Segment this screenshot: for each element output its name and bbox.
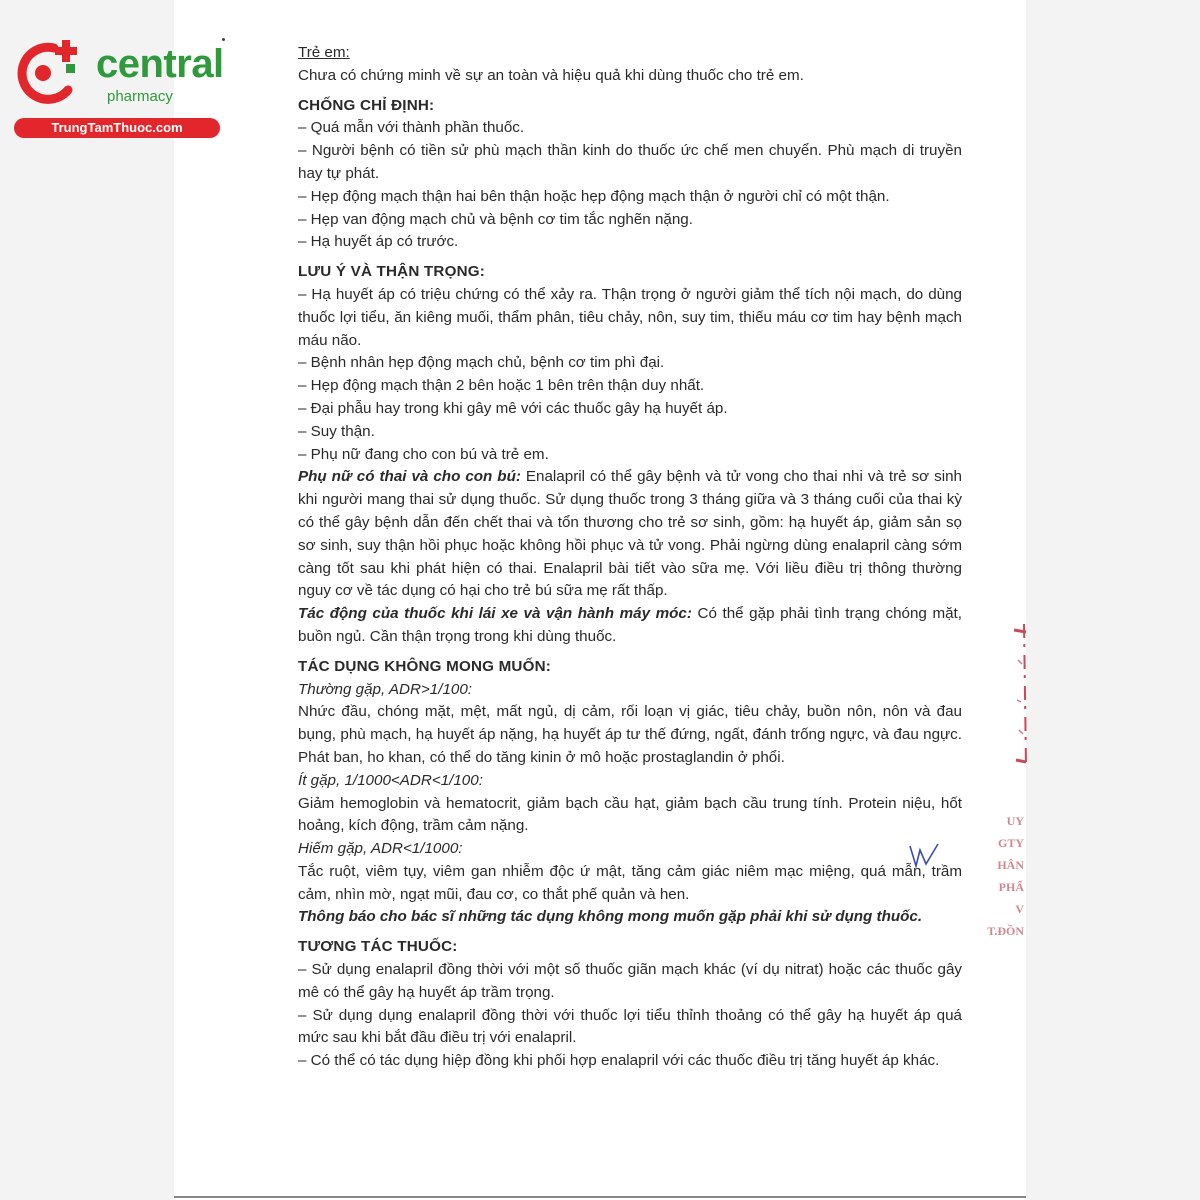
interaction-item: – Sử dụng enalapril đồng thời với một số thuốc giãn mạch khác (ví dụ nitrat) hoặc các thuốc gây mê có thể gây hạ huyết áp trầm trọng. [298, 961, 962, 1001]
contraindication-item: – Quá mẫn với thành phần thuốc. [298, 119, 525, 137]
red-stamp-edge [1004, 620, 1028, 770]
common-label: Thường gặp, ADR>1/100: [298, 680, 473, 698]
document-content [298, 42, 962, 1073]
contraindication-item: – Hạ huyết áp có trước. [298, 233, 459, 251]
stamp-line: GTY [997, 836, 1024, 850]
contraindication-item: – Người bệnh có tiền sử phù mạch thần kinh do thuốc ức chế men chuyển. Phù mạch di truyền hay tự phát. [298, 142, 962, 182]
logo-name: central [96, 42, 224, 86]
interaction-item: – Có thể có tác dụng hiệp đồng khi phối hợp enalapril với các thuốc điều trị tăng huyết áp khác. [298, 1052, 940, 1070]
pregnancy-paragraph [298, 466, 962, 603]
common-text: Nhức đầu, chóng mặt, mệt, mất ngủ, dị cảm, rối loạn vị giác, tiêu chảy, buồn nôn, nôn và đau bụng, phù mạch, hạ huyết áp nặng, hạ huyết áp tư thế đứng, ngất, đánh trống ngực, và đau ngực. Phát ban, ho khan, có thể do tăng kinin ở mô hoặc prostaglandin ở phổi. [298, 703, 962, 766]
driving-lead: Tác động của thuốc khi lái xe và vận hành máy móc: [298, 605, 692, 623]
driving-paragraph [298, 603, 962, 649]
contraindication-item: – Hẹp van động mạch chủ và bệnh cơ tim tắc nghẽn nặng. [298, 210, 693, 228]
uncommon-text: Giảm hemoglobin và hematocrit, giảm bạch cầu hạt, giảm bạch cầu trung tính. Protein niệu, hốt hoảng, kích động, trầm cảm nặng. [298, 794, 962, 835]
logo-subtitle: pharmacy [107, 88, 173, 105]
rare-text: Tắc ruột, viêm tụy, viêm gan nhiễm độc ứ mật, tăng cảm giác niêm mạc miệng, quá mẫn, trầm cảm, nhìn mờ, ngạt mũi, đau cơ, co thắt phế quản và hen. [298, 862, 962, 903]
stamp-line: V [1015, 902, 1024, 916]
central-logo-icon [10, 38, 90, 108]
stamp-line: T.ĐỒN [987, 924, 1024, 938]
precaution-item: – Đại phẫu hay trong khi gây mê với các thuốc gây hạ huyết áp. [298, 399, 728, 417]
pregnancy-text: Enalapril có thể gây bệnh và tử vong cho thai nhi và trẻ sơ sinh khi người mang thai sử dụng thuốc. Sử dụng thuốc trong 3 tháng giữa và 3 tháng cuối của thai kỳ có thể gây bệnh dẫn đến chết thai và tổn thương cho trẻ sơ sinh, gồm: hạ huyết áp, giảm sản sọ sơ sinh, suy thận hồi phục hoặc không hồi phục và tử vong. Phải ngừng dùng enalapril càng sớm càng tốt sau khi phát hiện có thai. Enalapril bài tiết vào sữa mẹ. Với liều điều trị thông thường nguy cơ về tác dụng có hại cho trẻ bú sữa mẹ rất thấp. [298, 468, 962, 600]
contraindications-heading: CHỐNG CHỈ ĐỊNH: [298, 96, 435, 114]
pregnancy-lead: Phụ nữ có thai và cho con bú: [298, 468, 521, 486]
children-text: Chưa có chứng minh về sự an toàn và hiệu quả khi dùng thuốc cho trẻ em. [298, 66, 804, 84]
precautions-heading: LƯU Ý VÀ THẬN TRỌNG: [298, 263, 486, 281]
report-notice: Thông báo cho bác sĩ những tác dụng không mong muốn gặp phải khi sử dụng thuốc. [298, 908, 923, 926]
precaution-item: – Hẹp động mạch thận 2 bên hoặc 1 bên trên thận duy nhất. [298, 377, 705, 395]
stamp-line: UY [1006, 814, 1024, 828]
driving-text: Có thể gặp phải tình trạng chóng mặt, buồn ngủ. Cần thận trọng trong khi dùng thuốc. [298, 605, 962, 645]
speck-mark [222, 38, 225, 41]
page-bottom-edge [174, 1196, 1026, 1198]
central-pharmacy-logo[interactable] [10, 38, 224, 138]
handwritten-signature-mark [906, 840, 942, 870]
logo-url-banner[interactable]: TrungTamThuoc.com [14, 118, 220, 138]
uncommon-label: Ít gặp, 1/1000<ADR<1/100: [298, 771, 483, 789]
rare-label: Hiếm gặp, ADR<1/1000: [298, 840, 463, 858]
interaction-item: – Sử dụng dụng enalapril đồng thời với thuốc lợi tiểu thỉnh thoảng có thể gây hạ huyết áp quá mức sau khi bắt đầu điều trị với enalapril. [298, 1006, 962, 1047]
side-effects-heading: TÁC DỤNG KHÔNG MONG MUỐN: [298, 657, 552, 675]
precaution-item: – Bệnh nhân hẹp động mạch chủ, bệnh cơ tim phì đại. [298, 354, 665, 372]
precaution-item: – Hạ huyết áp có triệu chứng có thể xảy ra. Thận trọng ở người giảm thể tích nội mạch, do dùng thuốc lợi tiểu, ăn kiêng muối, thẩm phân, tiêu chảy, nôn, suy tim, thiếu máu cơ tim hay bệnh mạch máu não. [298, 285, 962, 349]
interactions-heading: TƯƠNG TÁC THUỐC: [298, 938, 458, 956]
precaution-item: – Phụ nữ đang cho con bú và trẻ em. [298, 445, 549, 463]
company-stamp-fragment [986, 810, 1026, 960]
stamp-line: HÂN [997, 858, 1024, 872]
precaution-item: – Suy thận. [298, 422, 375, 440]
stamp-line: PHẨ [998, 880, 1024, 894]
children-heading: Trẻ em: [298, 44, 350, 61]
contraindication-item: – Hẹp động mạch thận hai bên thận hoặc hẹp động mạch thận ở người chỉ có một thận. [298, 187, 890, 205]
